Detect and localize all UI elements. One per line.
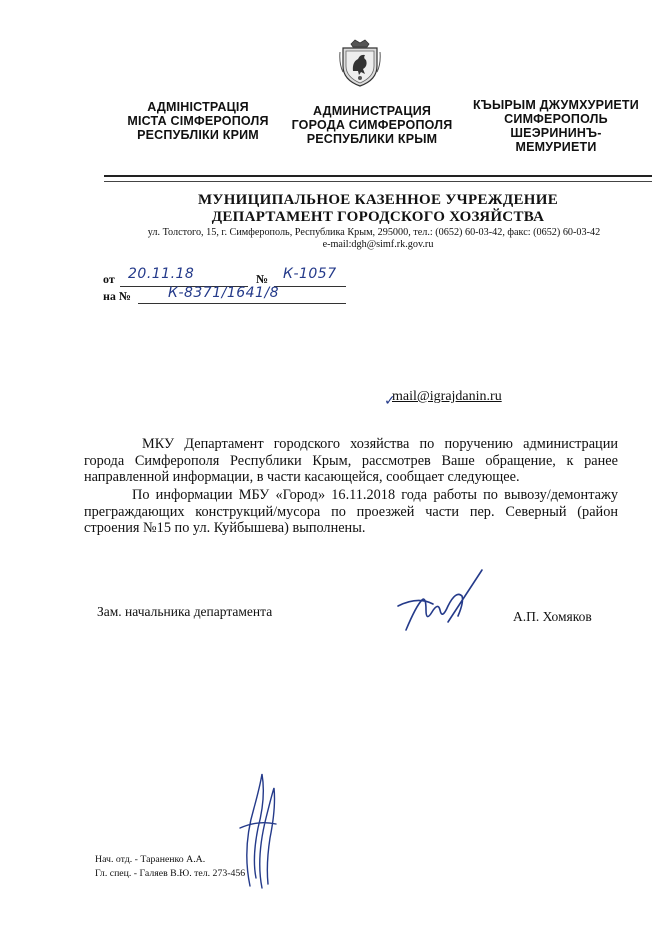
date-value: 20.11.18 (128, 266, 195, 282)
header-ru (282, 104, 462, 146)
header-crh-line: МЕМУРИЕТИ (515, 140, 597, 154)
header-divider-thin (104, 181, 652, 182)
header-crh-line: ШЕЭРИНИНЪ- (510, 126, 602, 140)
header-divider (104, 175, 652, 177)
header-ua-line: МІСТА СІМФЕРОПОЛЯ (127, 114, 269, 128)
header-ua-line: АДМІНІСТРАЦІЯ (147, 100, 249, 114)
body-paragraph: По информации МБУ «Город» 16.11.2018 года работы по вывозу/демонтажу преграждающих конструкций/мусора по проезжей части пер. Северный (район строения №15 по ул. Куйбышева) выполнены. (84, 487, 618, 536)
number-underline (274, 286, 346, 287)
header-ua (118, 100, 278, 142)
number-label: № (256, 272, 269, 286)
header-ru-line: ГОРОДА СИМФЕРОПОЛЯ (291, 118, 453, 132)
signature-mark (378, 566, 488, 636)
signatory-title: Зам. начальника департамента (97, 604, 273, 619)
reply-label: на № (103, 289, 131, 303)
header-crh-line: КЪЫРЫМ ДЖУМХУРИЕТИ (473, 98, 639, 112)
reply-number-value: К-8371/1641/8 (168, 285, 280, 301)
crimea-coat-of-arms-icon (339, 38, 381, 88)
org-email: e-mail:dgh@simf.rk.gov.ru (322, 239, 434, 250)
header-crh (466, 98, 646, 154)
signatory-name: А.П. Хомяков (513, 609, 592, 624)
org-name-line1: МУНИЦИПАЛЬНОЕ КАЗЕННОЕ УЧРЕЖДЕНИЕ (197, 192, 559, 208)
executor-contact-line: Гл. спец. - Галяев В.Ю. тел. 273-456 (95, 868, 246, 879)
header-ru-line: АДМИНИСТРАЦИЯ (312, 104, 432, 118)
reply-underline (138, 303, 346, 304)
header-ru-line: РЕСПУБЛИКИ КРЫМ (306, 132, 438, 146)
body-paragraph: МКУ Департамент городского хозяйства по поручению администрации города Симферополя Республики Крым, рассмотрев Ваше обращение, к ранее направленной информации, в части касающейся, сообщает следующее. (84, 436, 618, 485)
executor-line: Нач. отд. - Тараненко А.А. (95, 854, 206, 865)
checkmark-icon: ✓ (384, 393, 396, 409)
header-ua-line: РЕСПУБЛІКИ КРИМ (137, 128, 259, 142)
header-crh-line: СИМФЕРОПОЛЬ (504, 112, 608, 126)
org-name-line2: ДЕПАРТАМЕНТ ГОРОДСКОГО ХОЗЯЙСТВА (211, 209, 545, 225)
date-label: от (103, 272, 115, 286)
recipient-email: mail@igrajdanin.ru (392, 389, 502, 404)
number-value: К-1057 (283, 266, 337, 282)
org-address: ул. Толстого, 15, г. Симферополь, Республика Крым, 295000, тел.: (0652) 60-03-42, факс: (0652) 60-03-42 (147, 227, 601, 238)
